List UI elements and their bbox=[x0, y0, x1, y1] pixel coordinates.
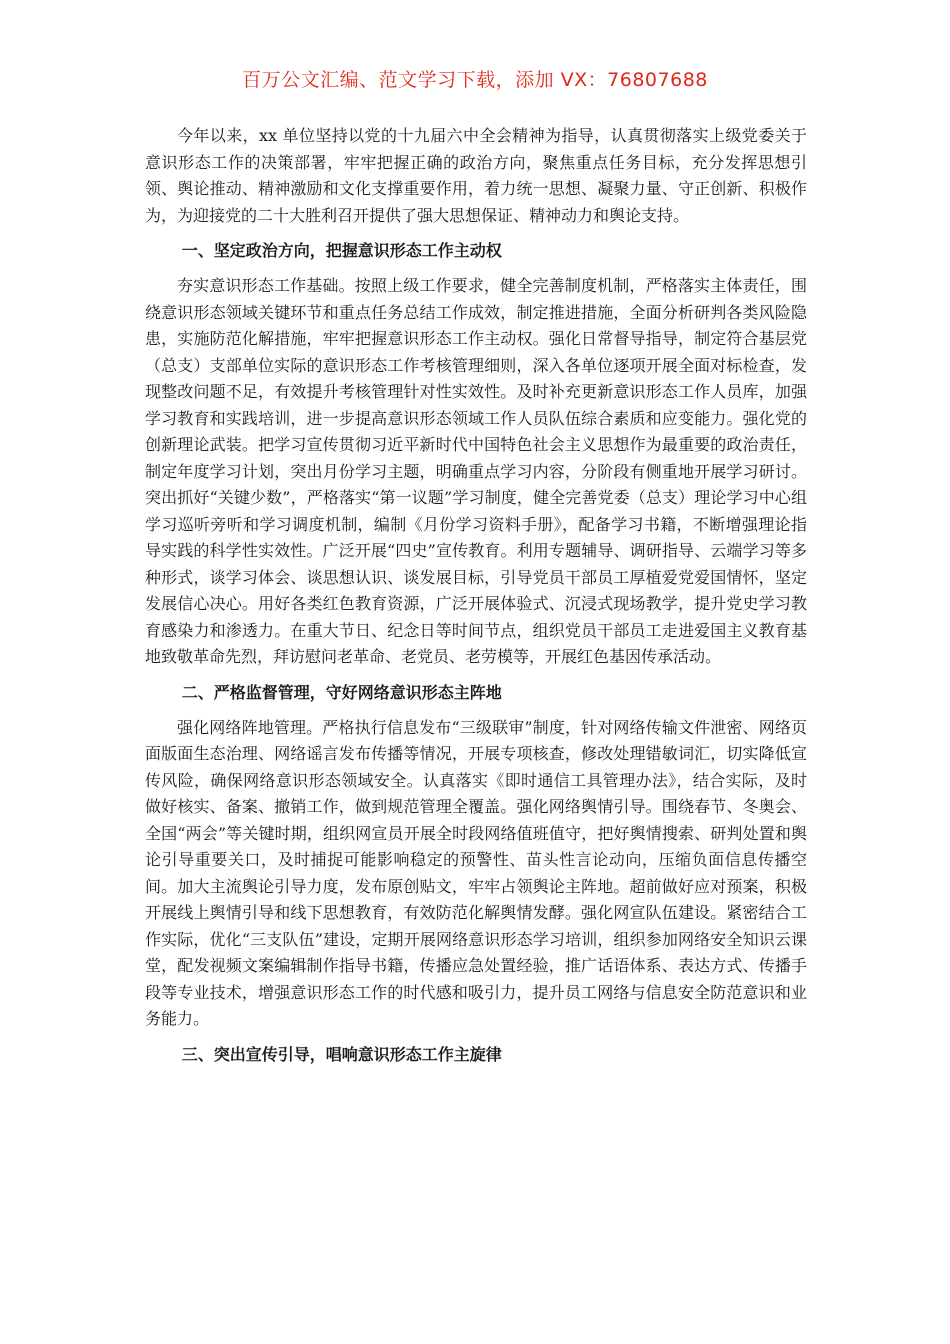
section-heading-2: 二、严格监督管理，守好网络意识形态主阵地 bbox=[181, 682, 502, 702]
intro-paragraph: 今年以来，xx 单位坚持以党的十九届六中全会精神为指导，认真贯彻落实上级党委关于意识形态工作的决策部署，牢牢把握正确的政治方向，聚焦重点任务目标，充分发挥思想引领、舆论推动、精神激励和文化支撑重要作用，着力统一思想、凝聚力量、守正创新、积极作为，为迎接党的二十大胜利召开提供了强大思想保证、精神动力和舆论支持。 bbox=[145, 126, 807, 225]
watermark-banner: 百万公文汇编、范文学习下载，添加 VX：76807688 bbox=[242, 69, 708, 91]
section-heading-1: 一、坚定政治方向，把握意识形态工作主动权 bbox=[181, 241, 502, 260]
document-body bbox=[145, 123, 807, 1077]
section-1-paragraph: 夯实意识形态工作基础。按照上级工作要求，健全完善制度机制，严格落实主体责任，围绕意识形态领域关键环节和重点任务总结工作成效，制定推进措施，全面分析研判各类风险隐患，实施防范化解措施，牢牢把握意识形态工作主动权。强化日常督导指导，制定符合基层党（总支）支部单位实际的意识形态工作考核管理细则，深入各单位逐项开展全面对标检查，发现整改问题不足，有效提升考核管理针对性实效性。及时补充更新意识形态工作人员库，加强学习教育和实践培训，进一步提高意识形态领域工作人员队伍综合素质和应变能力。强化党的创新理论武装。把学习宣传贯彻习近平新时代中国特色社会主义思想作为最重要的政治责任，制定年度学习计划，突出月份学习主题，明确重点学习内容，分阶段有侧重地开展学习研讨。突出抓好“关键少数”，严格落实“第一议题”学习制度，健全完善党委（总支）理论学习中心组学习巡听旁听和学习调度机制，编制《月份学习资料手册》，配备学习书籍，不断增强理论指导实践的科学性实效性。广泛开展“四史”宣传教育。利用专题辅导、调研指导、云端学习等多种形式，谈学习体会、谈思想认识、谈发展目标，引导党员干部员工厚植爱党爱国情怀，坚定发展信心决心。用好各类红色教育资源，广泛开展体验式、沉浸式现场教学，提升党史学习教育感染力和渗透力。在重大节日、纪念日等时间节点，组织党员干部员工走进爱国主义教育基地致敬革命先烈，拜访慰问老革命、老党员、老劳模等，开展红色基因传承活动。 bbox=[145, 276, 807, 666]
section-heading-3: 三、突出宣传引导，唱响意识形态工作主旋律 bbox=[181, 1044, 502, 1064]
section-2-paragraph: 强化网络阵地管理。严格执行信息发布“三级联审”制度，针对网络传输文件泄密、网络页面版面生态治理、网络谣言发布传播等情况，开展专项核查，修改处理错敏词汇，切实降低宣传风险，确保网络意识形态领域安全。认真落实《即时通信工具管理办法》，结合实际，及时做好核实、备案、撤销工作，做到规范管理全覆盖。强化网络舆情引导。围绕春节、冬奥会、全国“两会”等关键时期，组织网宣员开展全时段网络值班值守，把好舆情搜索、研判处置和舆论引导重要关口，及时捕捉可能影响稳定的预警性、苗头性言论动向，压缩负面信息传播空间。加大主流舆论引导力度，发布原创贴文，牢牢占领舆论主阵地。超前做好应对预案，积极开展线上舆情引导和线下思想教育，有效防范化解舆情发酵。强化网宣队伍建设。紧密结合工作实际，优化“三支队伍”建设，定期开展网络意识形态学习培训，组织参加网络安全知识云课堂，配发视频文案编辑制作指导书籍，传播应急处置经验，推广话语体系、表达方式、传播手段等专业技术，增强意识形态工作的时代感和吸引力，提升员工网络与信息安全防范意识和业务能力。 bbox=[145, 717, 807, 1028]
